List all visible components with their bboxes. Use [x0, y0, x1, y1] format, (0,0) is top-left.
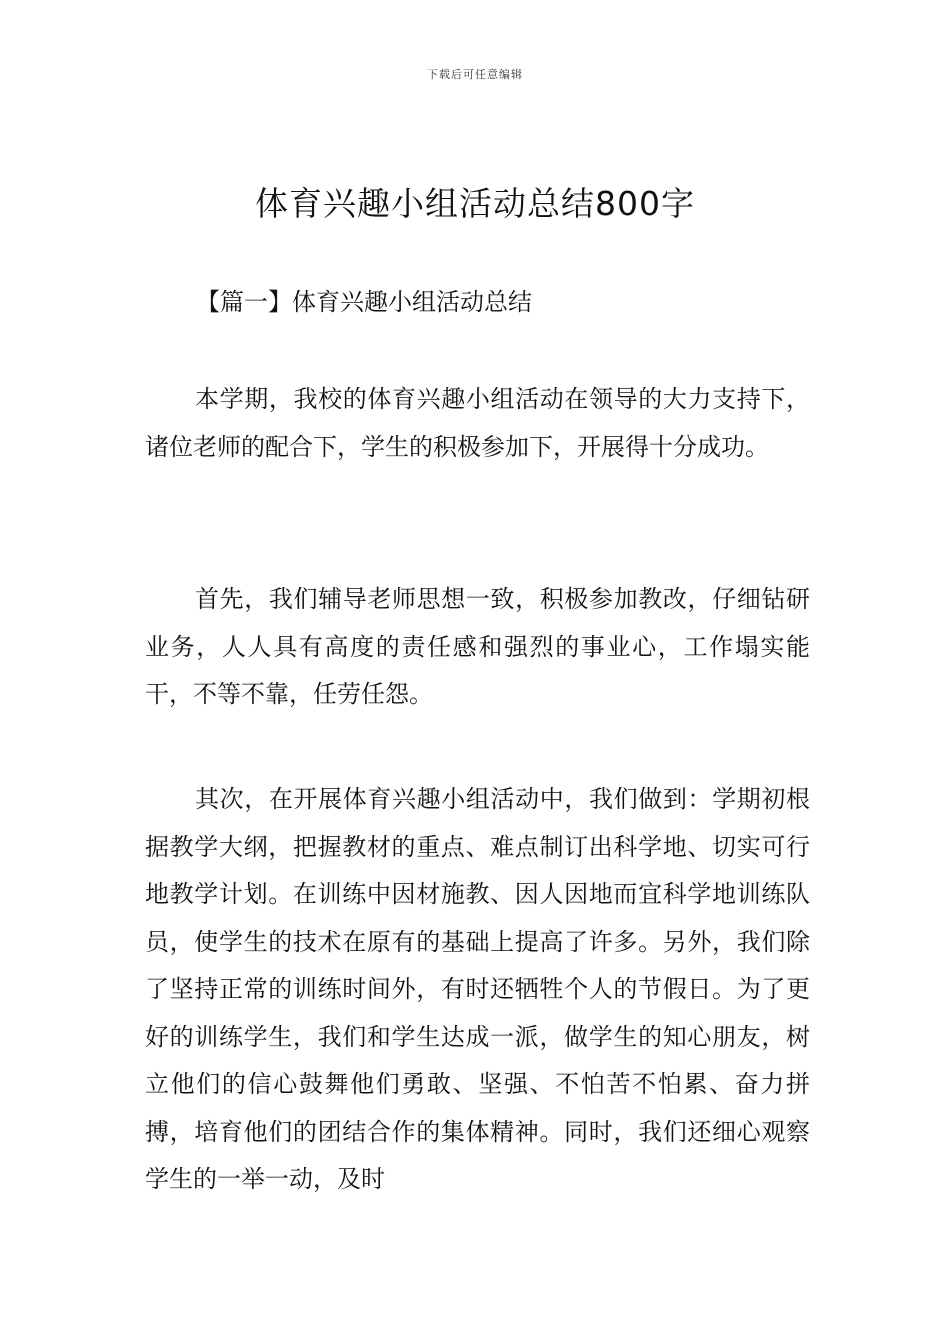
section-heading: 【篇一】体育兴趣小组活动总结: [196, 288, 532, 316]
body-paragraph-1: 本学期，我校的体育兴趣小组活动在领导的大力支持下，诸位老师的配合下，学生的积极参加下，开展得十分成功。: [145, 385, 810, 461]
header-note: 下载后可任意编辑: [427, 68, 523, 81]
document-title: 体育兴趣小组活动总结800字: [255, 184, 695, 223]
body-paragraph-3: 其次，在开展体育兴趣小组活动中，我们做到：学期初根据教学大纲，把握教材的重点、难点制订出科学地、切实可行地教学计划。在训练中因材施教、因人因地而宜科学地训练队员，使学生的技术在原有的基础上提高了许多。另外，我们除了坚持正常的训练时间外，有时还牺牲个人的节假日。为了更好的训练学生，我们和学生达成一派，做学生的知心朋友，树立他们的信心鼓舞他们勇敢、坚强、不怕苦不怕累、奋力拼搏，培育他们的团结合作的集体精神。同时，我们还细心观察学生的一举一动，及时: [145, 785, 810, 1193]
body-paragraph-2: 首先，我们辅导老师思想一致，积极参加教改，仔细钻研业务，人人具有高度的责任感和强烈的事业心，工作塌实能干，不等不靠，任劳任怨。: [145, 585, 810, 708]
